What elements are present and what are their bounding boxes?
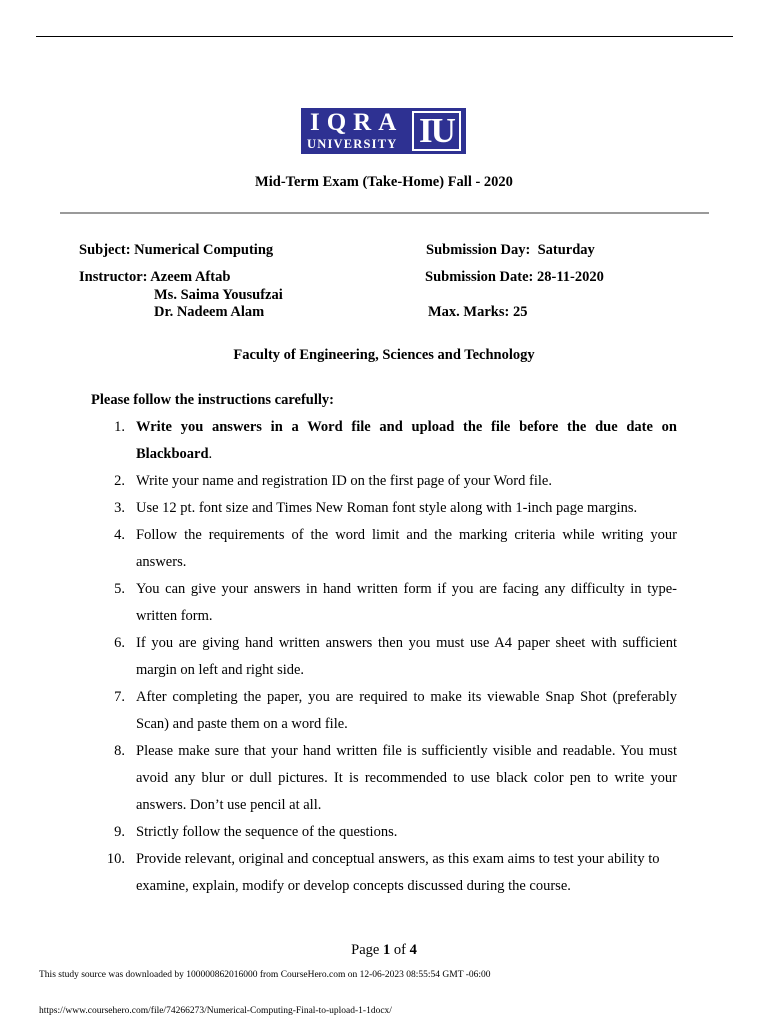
instruction-text: Please make sure that your hand written file is sufficiently visible and readable. You must avoid any blur or dull pictures. It is recommended to use black color pen to write your answers. Don’t use pencil at all.	[136, 743, 677, 813]
instruction-item	[0, 846, 677, 900]
page-of: of	[393, 942, 406, 958]
submission-date: Submission Date: 28-11-2020	[425, 269, 604, 285]
subject-label: Subject: Numerical Computing	[79, 242, 274, 258]
instruction-text: Provide relevant, original and conceptual answers, as this exam aims to test your ability to examine, explain, modify or develop concepts discussed during the course.	[136, 851, 660, 894]
instruction-text: If you are giving hand written answers then you must use A4 paper sheet with sufficient margin on left and right side.	[136, 635, 677, 678]
instructor-label: Instructor: Azeem Aftab	[79, 269, 231, 285]
instruction-text: Write your name and registration ID on the first page of your Word file.	[136, 473, 552, 489]
logo-iqra-text: IQRA	[310, 109, 404, 136]
instruction-item	[0, 738, 677, 819]
download-note: This study source was downloaded by 100000862016000 from CourseHero.com on 12-06-2023 08:55:54 GMT -06:00	[39, 970, 491, 980]
page-current: 1	[382, 942, 391, 958]
instructions-list	[0, 414, 768, 900]
instruction-text: Follow the requirements of the word limit and the marking criteria while writing your answers.	[136, 527, 677, 570]
instruction-number: 9.	[114, 824, 125, 840]
instruction-number: 7.	[114, 689, 125, 705]
instruction-item	[0, 819, 677, 846]
instruction-item	[0, 522, 677, 576]
faculty-heading: Faculty of Engineering, Sciences and Technology	[233, 347, 535, 363]
exam-title: Mid-Term Exam (Take-Home) Fall - 2020	[255, 174, 513, 190]
logo-iu-mark: IU	[412, 111, 461, 151]
instruction-number: 4.	[114, 527, 125, 543]
instruction-item	[0, 630, 677, 684]
instruction-number: 3.	[114, 500, 125, 516]
instruction-text: Use 12 pt. font size and Times New Roman font style along with 1-inch page margins.	[136, 500, 638, 516]
iqra-university-logo	[301, 108, 466, 154]
instruction-text: You can give your answers in hand written form if you are facing any difficulty in type-written form.	[136, 581, 677, 624]
instruction-item	[0, 414, 677, 468]
instruction-number: 10.	[106, 851, 125, 867]
logo-university-text: UNIVERSITY	[307, 137, 398, 151]
instruction-item	[0, 468, 677, 495]
divider-line	[60, 212, 709, 214]
instruction-item	[0, 495, 677, 522]
instruction-suffix: .	[208, 446, 213, 462]
instructor-2: Ms. Saima Yousufzai	[154, 287, 283, 303]
top-rule	[36, 36, 733, 37]
instruction-text: Strictly follow the sequence of the questions.	[136, 824, 398, 840]
instructions-heading: Please follow the instructions carefully:	[91, 392, 334, 408]
max-marks: Max. Marks: 25	[428, 304, 528, 320]
page-total: 4	[409, 942, 417, 958]
instructor-3: Dr. Nadeem Alam	[154, 304, 265, 320]
submission-day: Submission Day: Saturday	[426, 242, 595, 258]
instruction-number: 6.	[114, 635, 125, 651]
instruction-number: 2.	[114, 473, 125, 489]
page-label: Page	[351, 942, 380, 958]
instruction-number: 1.	[114, 419, 125, 435]
instruction-number: 5.	[114, 581, 125, 597]
instruction-text: After completing the paper, you are required to make its viewable Snap Shot (preferably Scan) and paste them on a word file.	[136, 689, 677, 732]
instruction-item	[0, 684, 677, 738]
page-number	[0, 942, 768, 959]
source-url: https://www.coursehero.com/file/74266273/Numerical-Computing-Final-to-upload-1-1docx/	[39, 1006, 392, 1016]
instruction-number: 8.	[114, 743, 125, 759]
instruction-item	[0, 576, 677, 630]
instruction-text: Write you answers in a Word file and upload the file before the due date on Blackboard	[136, 419, 677, 462]
